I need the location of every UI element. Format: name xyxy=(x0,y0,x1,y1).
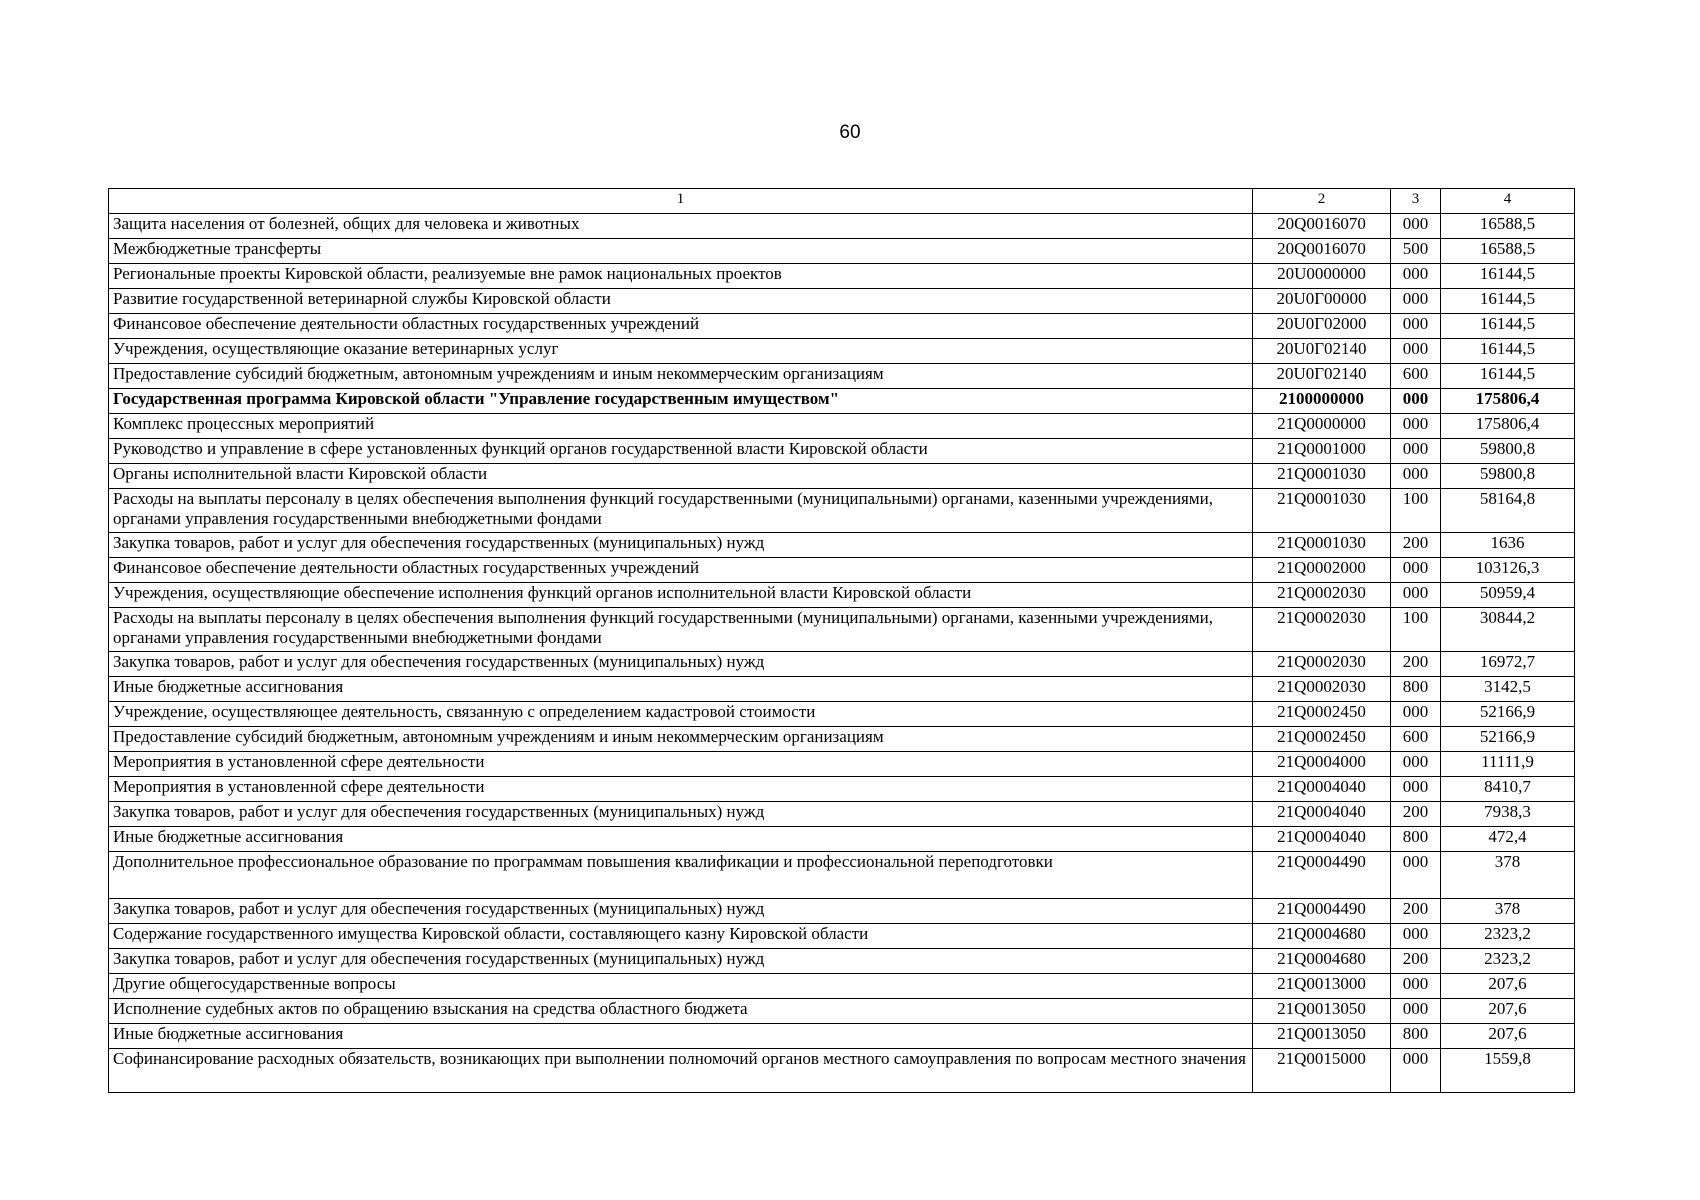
row-amount: 1636 xyxy=(1441,533,1575,558)
row-code: 21Q0001000 xyxy=(1253,439,1391,464)
row-name: Расходы на выплаты персоналу в целях обеспечения выполнения функций государственными (муниципальными) органами, казенными учреждениями, органами управления государственными внебюджетными фондами xyxy=(109,608,1253,652)
row-code: 21Q0002000 xyxy=(1253,558,1391,583)
row-type: 000 xyxy=(1391,289,1441,314)
row-type: 000 xyxy=(1391,777,1441,802)
row-name: Расходы на выплаты персоналу в целях обеспечения выполнения функций государственными (муниципальными) органами, казенными учреждениями, органами управления государственными внебюджетными фондами xyxy=(109,489,1253,533)
row-amount: 16144,5 xyxy=(1441,264,1575,289)
row-code: 20Q0016070 xyxy=(1253,214,1391,239)
row-name: Дополнительное профессиональное образование по программам повышения квалификации и профессиональной переподготовки xyxy=(109,852,1253,899)
row-amount: 11111,9 xyxy=(1441,752,1575,777)
budget-table xyxy=(108,188,1575,1093)
table-row xyxy=(109,608,1575,652)
row-name: Учреждения, осуществляющие обеспечение исполнения функций органов исполнительной власти Кировской области xyxy=(109,583,1253,608)
row-name: Закупка товаров, работ и услуг для обеспечения государственных (муниципальных) нужд xyxy=(109,533,1253,558)
row-name: Финансовое обеспечение деятельности областных государственных учреждений xyxy=(109,314,1253,339)
row-amount: 59800,8 xyxy=(1441,439,1575,464)
row-name: Закупка товаров, работ и услуг для обеспечения государственных (муниципальных) нужд xyxy=(109,802,1253,827)
table-row xyxy=(109,852,1575,899)
row-amount: 378 xyxy=(1441,899,1575,924)
column-header-code: 2 xyxy=(1253,189,1391,214)
column-header-name: 1 xyxy=(109,189,1253,214)
row-name: Межбюджетные трансферты xyxy=(109,239,1253,264)
row-amount: 103126,3 xyxy=(1441,558,1575,583)
row-code: 21Q0004490 xyxy=(1253,852,1391,899)
row-name: Иные бюджетные ассигнования xyxy=(109,827,1253,852)
table-row xyxy=(109,827,1575,852)
row-amount: 59800,8 xyxy=(1441,464,1575,489)
row-amount: 52166,9 xyxy=(1441,727,1575,752)
row-name: Иные бюджетные ассигнования xyxy=(109,677,1253,702)
row-code: 21Q0002030 xyxy=(1253,583,1391,608)
row-code: 21Q0000000 xyxy=(1253,414,1391,439)
row-type: 000 xyxy=(1391,583,1441,608)
row-amount: 1559,8 xyxy=(1441,1049,1575,1093)
table-row xyxy=(109,652,1575,677)
row-name: Иные бюджетные ассигнования xyxy=(109,1024,1253,1049)
row-code: 21Q0013050 xyxy=(1253,1024,1391,1049)
table-row xyxy=(109,899,1575,924)
row-name: Софинансирование расходных обязательств, возникающих при выполнении полномочий органов местного самоуправления по вопросам местного значения xyxy=(109,1049,1253,1093)
table-row xyxy=(109,464,1575,489)
row-type: 800 xyxy=(1391,1024,1441,1049)
table-row xyxy=(109,558,1575,583)
row-amount: 50959,4 xyxy=(1441,583,1575,608)
row-type: 000 xyxy=(1391,214,1441,239)
row-code: 21Q0004680 xyxy=(1253,924,1391,949)
row-type: 000 xyxy=(1391,852,1441,899)
row-amount: 207,6 xyxy=(1441,974,1575,999)
table-row xyxy=(109,533,1575,558)
row-amount: 207,6 xyxy=(1441,999,1575,1024)
row-code: 2100000000 xyxy=(1253,389,1391,414)
row-type: 000 xyxy=(1391,999,1441,1024)
row-name: Органы исполнительной власти Кировской области xyxy=(109,464,1253,489)
table-row xyxy=(109,239,1575,264)
table-header-row xyxy=(109,189,1575,214)
row-code: 21Q0002030 xyxy=(1253,652,1391,677)
table-row xyxy=(109,1024,1575,1049)
table-row xyxy=(109,489,1575,533)
row-amount: 2323,2 xyxy=(1441,924,1575,949)
row-code: 21Q0002450 xyxy=(1253,702,1391,727)
row-type: 200 xyxy=(1391,899,1441,924)
table-row xyxy=(109,439,1575,464)
row-code: 21Q0013050 xyxy=(1253,999,1391,1024)
table-row xyxy=(109,289,1575,314)
row-name: Предоставление субсидий бюджетным, автономным учреждениям и иным некоммерческим организациям xyxy=(109,727,1253,752)
table-row xyxy=(109,677,1575,702)
page-number: 60 xyxy=(839,122,861,143)
row-amount: 16144,5 xyxy=(1441,314,1575,339)
table-row xyxy=(109,264,1575,289)
row-amount: 175806,4 xyxy=(1441,389,1575,414)
row-name: Исполнение судебных актов по обращению взыскания на средства областного бюджета xyxy=(109,999,1253,1024)
row-amount: 7938,3 xyxy=(1441,802,1575,827)
row-amount: 8410,7 xyxy=(1441,777,1575,802)
row-name: Предоставление субсидий бюджетным, автономным учреждениям и иным некоммерческим организациям xyxy=(109,364,1253,389)
row-code: 21Q0004040 xyxy=(1253,827,1391,852)
row-name: Учреждение, осуществляющее деятельность, связанную с определением кадастровой стоимости xyxy=(109,702,1253,727)
row-name: Мероприятия в установленной сфере деятельности xyxy=(109,752,1253,777)
row-amount: 2323,2 xyxy=(1441,949,1575,974)
row-type: 800 xyxy=(1391,827,1441,852)
table-row xyxy=(109,1049,1575,1093)
row-code: 21Q0002030 xyxy=(1253,608,1391,652)
row-code: 21Q0002030 xyxy=(1253,677,1391,702)
row-type: 100 xyxy=(1391,489,1441,533)
row-code: 20Q0016070 xyxy=(1253,239,1391,264)
row-amount: 58164,8 xyxy=(1441,489,1575,533)
table-row xyxy=(109,949,1575,974)
row-amount: 16588,5 xyxy=(1441,239,1575,264)
row-code: 20U0Г02000 xyxy=(1253,314,1391,339)
row-amount: 207,6 xyxy=(1441,1024,1575,1049)
row-amount: 16144,5 xyxy=(1441,364,1575,389)
row-name: Финансовое обеспечение деятельности областных государственных учреждений xyxy=(109,558,1253,583)
row-name: Развитие государственной ветеринарной службы Кировской области xyxy=(109,289,1253,314)
table-row xyxy=(109,999,1575,1024)
row-code: 21Q0004000 xyxy=(1253,752,1391,777)
row-amount: 16972,7 xyxy=(1441,652,1575,677)
row-type: 000 xyxy=(1391,752,1441,777)
row-code: 21Q0001030 xyxy=(1253,464,1391,489)
table-row xyxy=(109,414,1575,439)
row-type: 000 xyxy=(1391,702,1441,727)
column-header-type: 3 xyxy=(1391,189,1441,214)
row-type: 600 xyxy=(1391,727,1441,752)
row-amount: 378 xyxy=(1441,852,1575,899)
table-row xyxy=(109,727,1575,752)
row-type: 000 xyxy=(1391,974,1441,999)
row-code: 20U0000000 xyxy=(1253,264,1391,289)
row-name: Мероприятия в установленной сфере деятельности xyxy=(109,777,1253,802)
table-row xyxy=(109,777,1575,802)
row-type: 000 xyxy=(1391,464,1441,489)
row-type: 000 xyxy=(1391,558,1441,583)
row-type: 000 xyxy=(1391,439,1441,464)
row-code: 20U0Г00000 xyxy=(1253,289,1391,314)
row-code: 21Q0001030 xyxy=(1253,489,1391,533)
row-type: 200 xyxy=(1391,802,1441,827)
row-type: 500 xyxy=(1391,239,1441,264)
table-row xyxy=(109,314,1575,339)
row-amount: 16144,5 xyxy=(1441,339,1575,364)
row-name: Учреждения, осуществляющие оказание ветеринарных услуг xyxy=(109,339,1253,364)
table-row xyxy=(109,583,1575,608)
table-row xyxy=(109,924,1575,949)
row-type: 600 xyxy=(1391,364,1441,389)
row-name: Комплекс процессных мероприятий xyxy=(109,414,1253,439)
row-code: 21Q0002450 xyxy=(1253,727,1391,752)
row-code: 20U0Г02140 xyxy=(1253,364,1391,389)
row-amount: 16588,5 xyxy=(1441,214,1575,239)
row-name: Содержание государственного имущества Кировской области, составляющего казну Кировской области xyxy=(109,924,1253,949)
row-amount: 30844,2 xyxy=(1441,608,1575,652)
row-amount: 52166,9 xyxy=(1441,702,1575,727)
row-type: 000 xyxy=(1391,389,1441,414)
row-type: 000 xyxy=(1391,264,1441,289)
row-amount: 3142,5 xyxy=(1441,677,1575,702)
row-type: 000 xyxy=(1391,339,1441,364)
row-code: 21Q0001030 xyxy=(1253,533,1391,558)
column-header-amount: 4 xyxy=(1441,189,1575,214)
row-name: Закупка товаров, работ и услуг для обеспечения государственных (муниципальных) нужд xyxy=(109,652,1253,677)
row-code: 21Q0013000 xyxy=(1253,974,1391,999)
table-row xyxy=(109,214,1575,239)
row-type: 000 xyxy=(1391,414,1441,439)
row-code: 21Q0004490 xyxy=(1253,899,1391,924)
row-amount: 472,4 xyxy=(1441,827,1575,852)
row-type: 000 xyxy=(1391,314,1441,339)
table-row xyxy=(109,364,1575,389)
row-code: 20U0Г02140 xyxy=(1253,339,1391,364)
row-type: 100 xyxy=(1391,608,1441,652)
row-name: Защита населения от болезней, общих для человека и животных xyxy=(109,214,1253,239)
row-code: 21Q0004680 xyxy=(1253,949,1391,974)
row-name: Закупка товаров, работ и услуг для обеспечения государственных (муниципальных) нужд xyxy=(109,899,1253,924)
row-code: 21Q0015000 xyxy=(1253,1049,1391,1093)
table-row xyxy=(109,702,1575,727)
row-amount: 16144,5 xyxy=(1441,289,1575,314)
row-code: 21Q0004040 xyxy=(1253,777,1391,802)
row-amount: 175806,4 xyxy=(1441,414,1575,439)
row-name: Государственная программа Кировской области "Управление государственным имуществом" xyxy=(109,389,1253,414)
row-type: 000 xyxy=(1391,1049,1441,1093)
table-row xyxy=(109,974,1575,999)
row-name: Другие общегосударственные вопросы xyxy=(109,974,1253,999)
row-name: Региональные проекты Кировской области, реализуемые вне рамок национальных проектов xyxy=(109,264,1253,289)
row-name: Закупка товаров, работ и услуг для обеспечения государственных (муниципальных) нужд xyxy=(109,949,1253,974)
table-row-program xyxy=(109,389,1575,414)
table-row xyxy=(109,802,1575,827)
row-type: 000 xyxy=(1391,924,1441,949)
row-code: 21Q0004040 xyxy=(1253,802,1391,827)
row-type: 800 xyxy=(1391,677,1441,702)
row-type: 200 xyxy=(1391,949,1441,974)
row-type: 200 xyxy=(1391,652,1441,677)
row-type: 200 xyxy=(1391,533,1441,558)
row-name: Руководство и управление в сфере установленных функций органов государственной власти Кировской области xyxy=(109,439,1253,464)
table-row xyxy=(109,339,1575,364)
table-row xyxy=(109,752,1575,777)
